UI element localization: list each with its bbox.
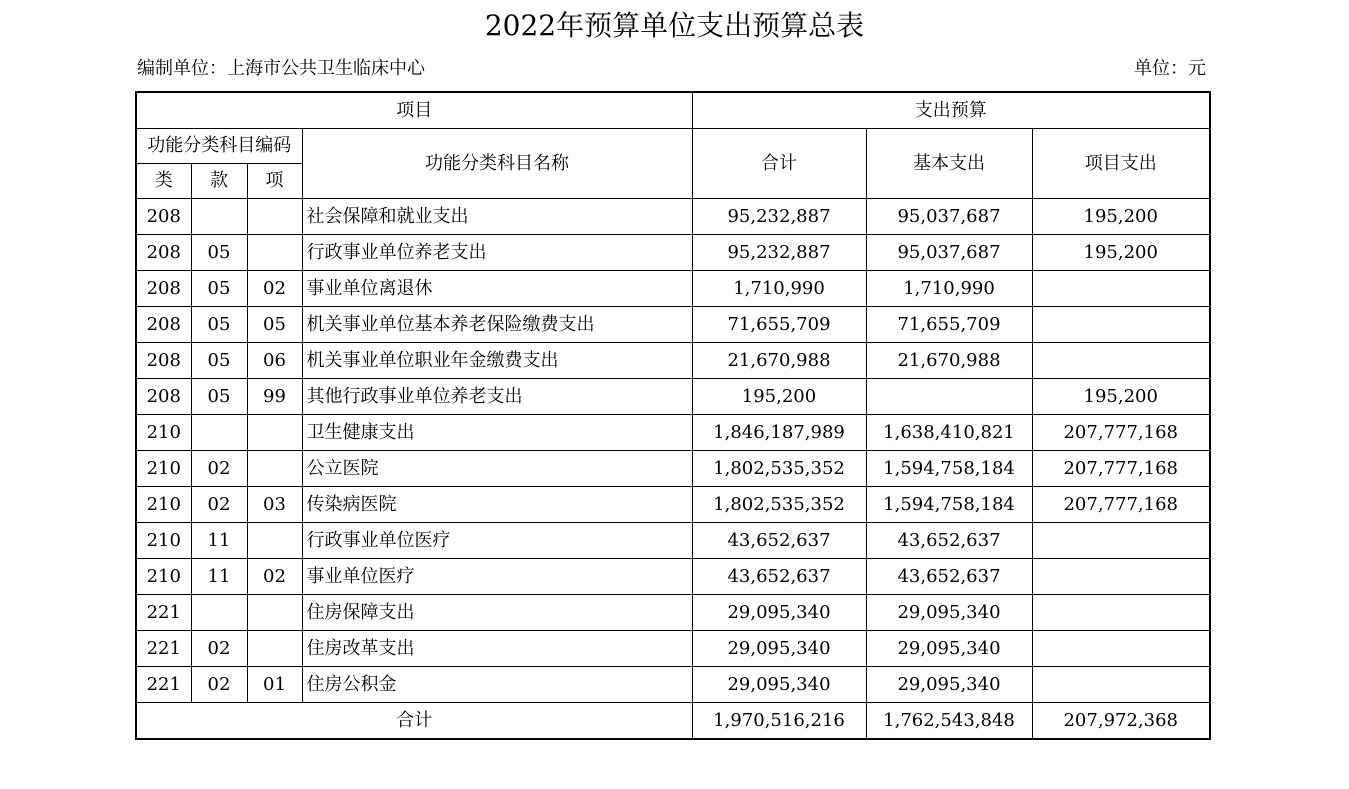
cell-name: 机关事业单位基本养老保险缴费支出 (302, 307, 692, 343)
cell-basic: 43,652,637 (866, 559, 1032, 595)
total-label: 合计 (136, 703, 692, 740)
header-code: 功能分类科目编码 (136, 129, 302, 164)
cell-kuan: 05 (191, 271, 247, 307)
cell-xiang: 03 (247, 487, 302, 523)
cell-basic: 43,652,637 (866, 523, 1032, 559)
cell-project (1032, 631, 1210, 667)
cell-kuan (191, 415, 247, 451)
cell-basic: 29,095,340 (866, 631, 1032, 667)
cell-basic: 95,037,687 (866, 199, 1032, 235)
cell-project: 195,200 (1032, 379, 1210, 415)
cell-xiang: 99 (247, 379, 302, 415)
cell-basic: 1,594,758,184 (866, 451, 1032, 487)
cell-total: 29,095,340 (692, 667, 866, 703)
page-title: 2022年预算单位支出预算总表 (484, 9, 865, 42)
table-row (136, 379, 1210, 415)
cell-project (1032, 307, 1210, 343)
cell-xiang (247, 631, 302, 667)
header-name: 功能分类科目名称 (302, 129, 692, 199)
total-project: 207,972,368 (1032, 703, 1210, 740)
cell-lei: 210 (136, 415, 191, 451)
cell-project (1032, 595, 1210, 631)
cell-project: 195,200 (1032, 235, 1210, 271)
table-row (136, 559, 1210, 595)
cell-xiang: 05 (247, 307, 302, 343)
cell-xiang: 01 (247, 667, 302, 703)
cell-lei: 208 (136, 235, 191, 271)
cell-total: 95,232,887 (692, 235, 866, 271)
cell-basic: 21,670,988 (866, 343, 1032, 379)
cell-total: 29,095,340 (692, 631, 866, 667)
cell-name: 事业单位离退休 (302, 271, 692, 307)
cell-kuan: 05 (191, 235, 247, 271)
header-expenditure-budget: 支出预算 (692, 92, 1210, 129)
cell-kuan: 11 (191, 559, 247, 595)
cell-lei: 210 (136, 487, 191, 523)
cell-lei: 208 (136, 307, 191, 343)
cell-project (1032, 271, 1210, 307)
cell-xiang: 02 (247, 271, 302, 307)
cell-name: 社会保障和就业支出 (302, 199, 692, 235)
cell-basic (866, 379, 1032, 415)
table-row (136, 595, 1210, 631)
cell-basic: 1,710,990 (866, 271, 1032, 307)
cell-name: 其他行政事业单位养老支出 (302, 379, 692, 415)
cell-name: 传染病医院 (302, 487, 692, 523)
table-row (136, 199, 1210, 235)
cell-lei: 208 (136, 343, 191, 379)
cell-basic: 1,594,758,184 (866, 487, 1032, 523)
cell-kuan (191, 595, 247, 631)
header-project: 项目 (136, 92, 692, 129)
table-row (136, 451, 1210, 487)
org-label: 编制单位：上海市公共卫生临床中心 (137, 58, 425, 79)
header-basic: 基本支出 (866, 129, 1032, 199)
cell-lei: 221 (136, 595, 191, 631)
table-row (136, 667, 1210, 703)
cell-total: 43,652,637 (692, 523, 866, 559)
table-row (136, 343, 1210, 379)
cell-project: 195,200 (1032, 199, 1210, 235)
total-basic: 1,762,543,848 (866, 703, 1032, 740)
cell-lei: 208 (136, 271, 191, 307)
cell-total: 21,670,988 (692, 343, 866, 379)
cell-xiang (247, 451, 302, 487)
table-row (136, 523, 1210, 559)
cell-xiang (247, 523, 302, 559)
cell-basic: 71,655,709 (866, 307, 1032, 343)
cell-lei: 208 (136, 379, 191, 415)
cell-kuan: 02 (191, 667, 247, 703)
cell-name: 机关事业单位职业年金缴费支出 (302, 343, 692, 379)
total-total: 1,970,516,216 (692, 703, 866, 740)
cell-total: 1,802,535,352 (692, 451, 866, 487)
header-project-exp: 项目支出 (1032, 129, 1210, 199)
cell-project: 207,777,168 (1032, 451, 1210, 487)
cell-project (1032, 523, 1210, 559)
cell-kuan: 05 (191, 307, 247, 343)
cell-basic: 29,095,340 (866, 595, 1032, 631)
cell-kuan: 05 (191, 379, 247, 415)
cell-basic: 29,095,340 (866, 667, 1032, 703)
cell-name: 卫生健康支出 (302, 415, 692, 451)
cell-xiang (247, 199, 302, 235)
header-xiang: 项 (247, 164, 302, 199)
cell-name: 住房公积金 (302, 667, 692, 703)
table-row (136, 487, 1210, 523)
cell-xiang (247, 235, 302, 271)
cell-lei: 210 (136, 523, 191, 559)
unit-label: 单位：元 (1134, 58, 1206, 79)
budget-table (135, 91, 1211, 740)
header-total: 合计 (692, 129, 866, 199)
table-row (136, 415, 1210, 451)
table-row (136, 307, 1210, 343)
cell-project: 207,777,168 (1032, 487, 1210, 523)
header-row-2 (136, 129, 1210, 164)
cell-kuan (191, 199, 247, 235)
cell-lei: 208 (136, 199, 191, 235)
cell-basic: 95,037,687 (866, 235, 1032, 271)
cell-total: 1,710,990 (692, 271, 866, 307)
cell-name: 行政事业单位养老支出 (302, 235, 692, 271)
cell-name: 住房保障支出 (302, 595, 692, 631)
cell-xiang: 06 (247, 343, 302, 379)
cell-total: 43,652,637 (692, 559, 866, 595)
header-row-1 (136, 92, 1210, 129)
cell-project (1032, 667, 1210, 703)
table-row (136, 631, 1210, 667)
cell-lei: 210 (136, 451, 191, 487)
cell-xiang (247, 415, 302, 451)
cell-total: 1,846,187,989 (692, 415, 866, 451)
total-row (136, 703, 1210, 740)
cell-project: 207,777,168 (1032, 415, 1210, 451)
header-kuan: 款 (191, 164, 247, 199)
cell-total: 1,802,535,352 (692, 487, 866, 523)
table-row (136, 271, 1210, 307)
cell-project (1032, 559, 1210, 595)
cell-total: 71,655,709 (692, 307, 866, 343)
cell-kuan: 02 (191, 451, 247, 487)
cell-basic: 1,638,410,821 (866, 415, 1032, 451)
cell-kuan: 02 (191, 631, 247, 667)
cell-total: 195,200 (692, 379, 866, 415)
table-row (136, 235, 1210, 271)
cell-total: 29,095,340 (692, 595, 866, 631)
cell-total: 95,232,887 (692, 199, 866, 235)
cell-lei: 221 (136, 667, 191, 703)
cell-name: 公立医院 (302, 451, 692, 487)
cell-xiang (247, 595, 302, 631)
cell-kuan: 05 (191, 343, 247, 379)
cell-name: 事业单位医疗 (302, 559, 692, 595)
cell-lei: 221 (136, 631, 191, 667)
cell-name: 住房改革支出 (302, 631, 692, 667)
cell-name: 行政事业单位医疗 (302, 523, 692, 559)
cell-lei: 210 (136, 559, 191, 595)
cell-xiang: 02 (247, 559, 302, 595)
cell-project (1032, 343, 1210, 379)
cell-kuan: 11 (191, 523, 247, 559)
header-lei: 类 (136, 164, 191, 199)
cell-kuan: 02 (191, 487, 247, 523)
